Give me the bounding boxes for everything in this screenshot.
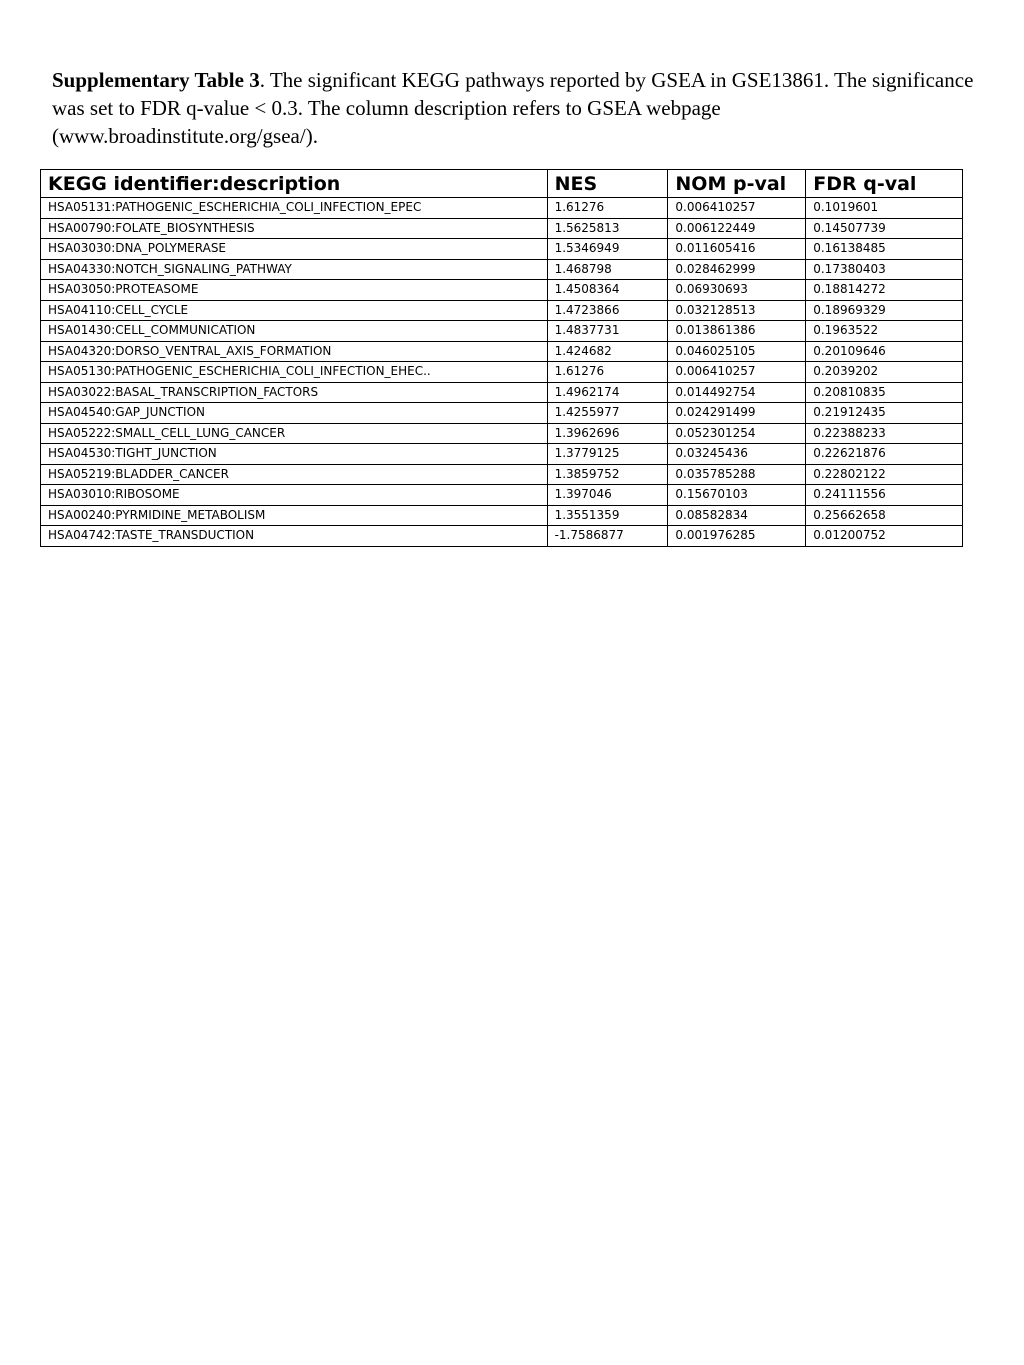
cell-kegg-identifier: HSA03050:PROTEASOME <box>41 280 548 301</box>
table-row <box>41 341 963 362</box>
cell-nom-pval: 0.08582834 <box>668 505 806 526</box>
caption-label: Supplementary Table 3 <box>52 68 260 92</box>
cell-kegg-identifier: HSA05130:PATHOGENIC_ESCHERICHIA_COLI_INFECTION_EHEC.. <box>41 362 548 383</box>
table-row <box>41 280 963 301</box>
kegg-pathways-table <box>40 169 963 547</box>
cell-nom-pval: 0.028462999 <box>668 259 806 280</box>
cell-kegg-identifier: HSA04320:DORSO_VENTRAL_AXIS_FORMATION <box>41 341 548 362</box>
cell-nom-pval: 0.046025105 <box>668 341 806 362</box>
cell-nes: 1.3779125 <box>547 444 668 465</box>
header-kegg-identifier: KEGG identifier:description <box>41 170 548 198</box>
cell-fdr-qval: 0.14507739 <box>806 218 963 239</box>
cell-nes: 1.397046 <box>547 485 668 506</box>
table-row <box>41 259 963 280</box>
cell-nes: 1.3962696 <box>547 423 668 444</box>
table-row <box>41 321 963 342</box>
cell-kegg-identifier: HSA00790:FOLATE_BIOSYNTHESIS <box>41 218 548 239</box>
cell-nes: 1.4508364 <box>547 280 668 301</box>
cell-nes: 1.5346949 <box>547 239 668 260</box>
cell-nom-pval: 0.052301254 <box>668 423 806 444</box>
table-row <box>41 444 963 465</box>
table-row <box>41 239 963 260</box>
cell-fdr-qval: 0.22621876 <box>806 444 963 465</box>
cell-nom-pval: 0.035785288 <box>668 464 806 485</box>
table-row <box>41 485 963 506</box>
table-row <box>41 382 963 403</box>
cell-nes: 1.4962174 <box>547 382 668 403</box>
cell-kegg-identifier: HSA03030:DNA_POLYMERASE <box>41 239 548 260</box>
caption-text: . The significant KEGG pathways reported by GSEA in GSE13861. The significance was set to FDR q-value < 0.3. The column description refers to GSEA webpage (www.broadinstitute.org/gsea/). <box>52 68 974 148</box>
cell-kegg-identifier: HSA04110:CELL_CYCLE <box>41 300 548 321</box>
cell-fdr-qval: 0.22388233 <box>806 423 963 444</box>
cell-fdr-qval: 0.20109646 <box>806 341 963 362</box>
table-row <box>41 423 963 444</box>
cell-kegg-identifier: HSA04530:TIGHT_JUNCTION <box>41 444 548 465</box>
cell-fdr-qval: 0.1019601 <box>806 198 963 219</box>
cell-kegg-identifier: HSA03010:RIBOSOME <box>41 485 548 506</box>
cell-nom-pval: 0.032128513 <box>668 300 806 321</box>
cell-fdr-qval: 0.18814272 <box>806 280 963 301</box>
table-body <box>41 198 963 547</box>
cell-nom-pval: 0.014492754 <box>668 382 806 403</box>
cell-kegg-identifier: HSA05222:SMALL_CELL_LUNG_CANCER <box>41 423 548 444</box>
cell-nom-pval: 0.001976285 <box>668 526 806 547</box>
cell-nom-pval: 0.006410257 <box>668 362 806 383</box>
table-row <box>41 403 963 424</box>
cell-kegg-identifier: HSA04540:GAP_JUNCTION <box>41 403 548 424</box>
cell-nes: 1.61276 <box>547 198 668 219</box>
cell-nes: 1.4837731 <box>547 321 668 342</box>
header-fdr-qval: FDR q-val <box>806 170 963 198</box>
cell-nom-pval: 0.024291499 <box>668 403 806 424</box>
cell-fdr-qval: 0.21912435 <box>806 403 963 424</box>
cell-nes: 1.5625813 <box>547 218 668 239</box>
cell-kegg-identifier: HSA03022:BASAL_TRANSCRIPTION_FACTORS <box>41 382 548 403</box>
table-row <box>41 198 963 219</box>
header-nes: NES <box>547 170 668 198</box>
cell-fdr-qval: 0.01200752 <box>806 526 963 547</box>
table-row <box>41 218 963 239</box>
cell-nes: 1.468798 <box>547 259 668 280</box>
cell-kegg-identifier: HSA05131:PATHOGENIC_ESCHERICHIA_COLI_INFECTION_EPEC <box>41 198 548 219</box>
cell-nes: 1.424682 <box>547 341 668 362</box>
cell-nom-pval: 0.011605416 <box>668 239 806 260</box>
cell-fdr-qval: 0.2039202 <box>806 362 963 383</box>
cell-kegg-identifier: HSA00240:PYRMIDINE_METABOLISM <box>41 505 548 526</box>
table-row <box>41 362 963 383</box>
cell-fdr-qval: 0.20810835 <box>806 382 963 403</box>
cell-fdr-qval: 0.17380403 <box>806 259 963 280</box>
cell-fdr-qval: 0.22802122 <box>806 464 963 485</box>
cell-nes: 1.4255977 <box>547 403 668 424</box>
cell-nom-pval: 0.006410257 <box>668 198 806 219</box>
cell-nes: 1.4723866 <box>547 300 668 321</box>
cell-fdr-qval: 0.24111556 <box>806 485 963 506</box>
header-row <box>41 170 963 198</box>
cell-fdr-qval: 0.1963522 <box>806 321 963 342</box>
cell-kegg-identifier: HSA04742:TASTE_TRANSDUCTION <box>41 526 548 547</box>
table-caption <box>52 66 982 150</box>
cell-nes: -1.7586877 <box>547 526 668 547</box>
cell-nom-pval: 0.06930693 <box>668 280 806 301</box>
cell-nes: 1.3859752 <box>547 464 668 485</box>
cell-nes: 1.3551359 <box>547 505 668 526</box>
cell-nom-pval: 0.03245436 <box>668 444 806 465</box>
table-row <box>41 505 963 526</box>
table-row <box>41 464 963 485</box>
cell-fdr-qval: 0.25662658 <box>806 505 963 526</box>
cell-nes: 1.61276 <box>547 362 668 383</box>
table-row <box>41 300 963 321</box>
header-nom-pval: NOM p-val <box>668 170 806 198</box>
cell-nom-pval: 0.013861386 <box>668 321 806 342</box>
cell-fdr-qval: 0.18969329 <box>806 300 963 321</box>
cell-kegg-identifier: HSA04330:NOTCH_SIGNALING_PATHWAY <box>41 259 548 280</box>
cell-nom-pval: 0.15670103 <box>668 485 806 506</box>
cell-kegg-identifier: HSA01430:CELL_COMMUNICATION <box>41 321 548 342</box>
table-row <box>41 526 963 547</box>
cell-fdr-qval: 0.16138485 <box>806 239 963 260</box>
cell-kegg-identifier: HSA05219:BLADDER_CANCER <box>41 464 548 485</box>
cell-nom-pval: 0.006122449 <box>668 218 806 239</box>
